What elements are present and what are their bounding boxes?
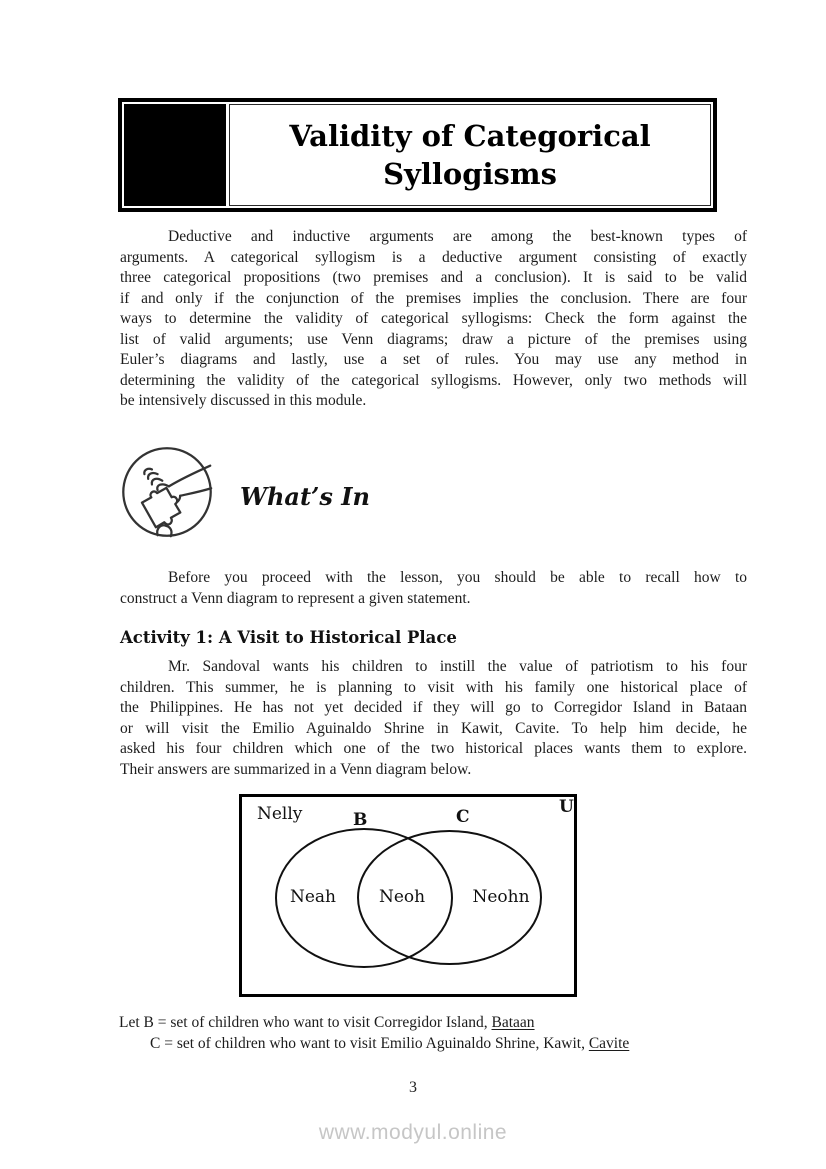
recall-paragraph [120,568,747,609]
text-line: determining the validity of the categorical syllogisms. However, only two methods will [120,371,747,389]
text-line: be intensively discussed in this module. [120,392,367,409]
text-line: Euler’s diagrams and lastly, use a set of rules. You may use any method in [120,351,747,368]
venn-region-intersection: Neoh [378,887,426,907]
module-title [229,104,711,206]
venn-set-c-label: C [456,807,470,827]
text-line: if and only if the conjunction of the premises implies the conclusion. There are four [120,289,747,307]
legend-line-2 [119,1033,759,1054]
module-title-line2: Syllogisms [383,157,557,191]
text-line: asked his four children which one of the two historical places wants them to explore. [120,740,747,757]
intro-paragraph [120,227,747,412]
text-line: ways to determine the validity of categorical syllogisms: Check the form against the [120,310,747,327]
watermark: www.modyul.online [318,1121,508,1144]
module-title-line1: Validity of Categorical [289,119,651,153]
text-line: arguments. A categorical syllogism is a deductive argument consisting of exactly [120,248,747,266]
text-line: Mr. Sandoval wants his children to instill the value of patriotism to his four [168,658,747,675]
whats-in-heading: What’s In [240,482,370,511]
venn-legend [119,1012,759,1054]
banner-black-block [124,104,226,206]
venn-region-b-only: Neah [289,887,337,907]
text-line: or will visit the Emilio Aguinaldo Shrine in Kawit, Cavite. To help him decide, he [120,719,747,737]
text-line: three categorical propositions (two premises and a conclusion). It is said to be valid [120,269,747,286]
legend-line-1 [119,1012,759,1033]
whats-in-section-icon [120,444,214,540]
venn-diagram [239,794,577,997]
legend-line-2-underlined: Cavite [588,1035,630,1052]
activity-paragraph [120,657,747,780]
text-line: children. This summer, he is planning to visit with his family one historical place of [120,678,747,696]
activity-heading: Activity 1: A Visit to Historical Place [120,628,457,647]
module-title-banner [118,98,717,212]
text-line: Their answers are summarized in a Venn diagram below. [120,760,472,778]
venn-outside-label: Nelly [257,804,303,824]
hand-holding-puzzle-piece-icon [120,444,214,540]
venn-set-b-label: B [353,810,368,830]
venn-region-c-only: Neohn [472,887,530,907]
legend-line-1-underlined: Bataan [491,1014,535,1031]
legend-line-2-text: C = set of children who want to visit Emilio Aguinaldo Shrine, Kawit, [150,1035,589,1052]
venn-universe-label: U [559,797,574,817]
page-number: 3 [409,1079,417,1096]
text-line: list of valid arguments; use Venn diagrams; draw a picture of the premises using [120,330,747,348]
text-line: Deductive and inductive arguments are among the best-known types of [168,228,747,245]
text-line: Before you proceed with the lesson, you should be able to recall how to [168,569,747,586]
legend-line-1-text: Let B = set of children who want to visit Corregidor Island, [119,1014,492,1031]
text-line: the Philippines. He has not yet decided if they will go to Corregidor Island in Bataan [120,699,747,716]
text-line: construct a Venn diagram to represent a given statement. [120,589,471,607]
